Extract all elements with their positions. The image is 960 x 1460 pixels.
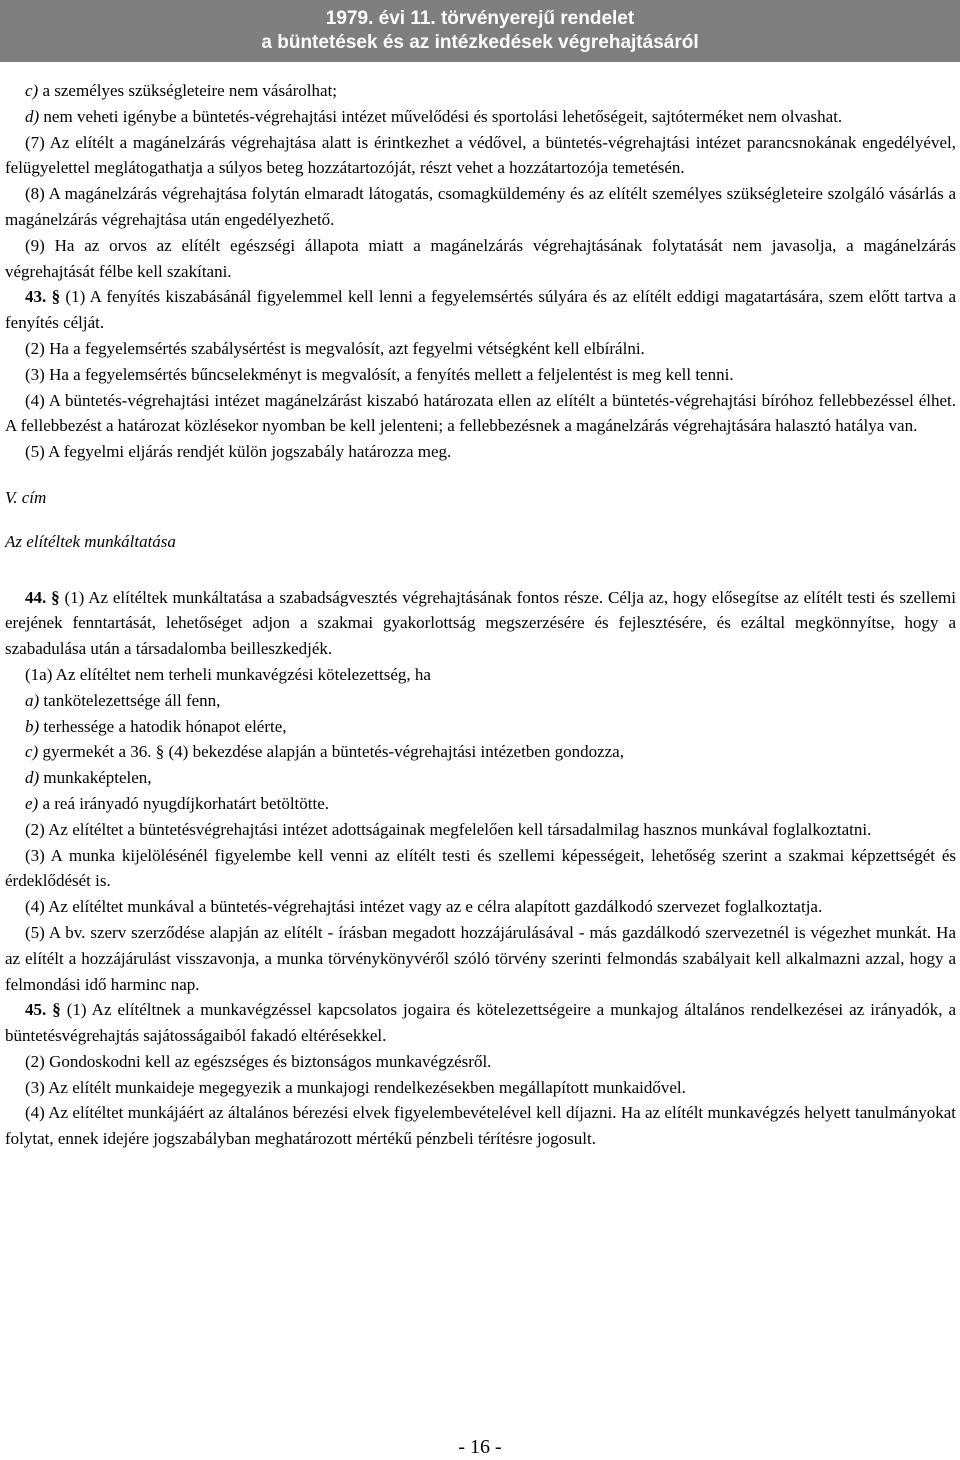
paragraph-44-5: (5) A bv. szerv szerződése alapján az elítélt - írásban megadott hozzájárulásával - más gazdálkodó szervezetnél is végezhet munkát. Ha az elítélt a hozzájárulást visszavonja, a munka törvénykönyvéről szóló törvény szerinti felmondás szabályait kell alkalmazni azzal, hogy a felmondási idő harminc nap. — [5, 922, 956, 994]
list-item-b — [5, 714, 956, 740]
list-item-d2 — [5, 765, 956, 791]
paragraph-44-4: (4) Az elítéltet munkával a büntetés-végrehajtási intézet vagy az e célra alapított gazdálkodó szervezet foglalkoztatja. — [25, 897, 823, 917]
section-sign: § — [46, 1000, 61, 1020]
spacer — [5, 465, 956, 485]
chapter-number: V. cím — [5, 487, 47, 507]
item-label: d) — [25, 768, 40, 788]
list-item-a — [5, 688, 956, 714]
section-text: (1) Az elítéltek munkáltatása a szabadságvesztés végrehajtásának fontos része. Célja az, hogy elősegítse az elítélt testi és szellemi erejének fenntartását, lehetőséget adjon a szakmai gyakorlottság megszerzésére és fejlesztésére, és ezáltal megkönnyítse, hogy a szabadulása után a társadalomba beilleszkedjék. — [5, 587, 957, 659]
paragraph-43-2: (2) Ha a fegyelemsértés szabálysértést is megvalósít, azt fegyelmi vétségként kell elbírálni. — [25, 338, 645, 358]
paragraph-9: (9) Ha az orvos az elítélt egészségi állapota miatt a magánelzárás végrehajtásának folytatását nem javasolja, a magánelzárás végrehajtását félbe kell szakítani. — [5, 235, 956, 281]
spacer — [5, 511, 956, 529]
list-item-d — [5, 104, 956, 130]
section-sign: § — [46, 587, 60, 607]
section-43 — [5, 284, 956, 336]
item-text: tankötelezettsége áll fenn, — [39, 690, 221, 710]
section-45 — [5, 997, 956, 1049]
list-item-c — [5, 78, 956, 104]
section-text: (1) A fenyítés kiszabásánál figyelemmel kell lenni a fegyelemsértés súlyára és az elítélt eddigi magatartására, szem előtt tartva a fenyítés célját. — [5, 287, 956, 333]
item-text: nem veheti igénybe a büntetés-végrehajtási intézet művelődési és sportolási lehetőségeit, sajtóterméket nem olvashat. — [39, 106, 843, 126]
item-text: a reá irányadó nyugdíjkorhatárt betöltötte. — [38, 793, 330, 813]
header-title-line2: a büntetések és az intézkedések végrehajtásáról — [261, 32, 699, 53]
paragraph-45-4: (4) Az elítéltet munkájáért az általános bérezési elvek figyelembevételével kell díjazni. Ha az elítélt munkavégzés helyett tanulmányokat folytat, ennek idejére jogszabályban meghatározott mértékű pénzbeli térítésre jogosult. — [5, 1103, 956, 1149]
list-item-c2 — [5, 739, 956, 765]
item-text: gyermekét a 36. § (4) bekezdése alapján a büntetés-végrehajtási intézetben gondozza, — [38, 742, 624, 762]
item-text: terhessége a hatodik hónapot elérte, — [39, 716, 287, 736]
item-label: d) — [25, 106, 40, 126]
section-text: (1) Az elítéltnek a munkavégzéssel kapcsolatos jogaira és kötelezettségeire a munkajog általános rendelkezései az irányadók, a büntetésvégrehajtás sajátosságaiból fakadó eltérésekkel. — [5, 1000, 957, 1046]
paragraph-8: (8) A magánelzárás végrehajtása folytán elmaradt látogatás, csomagküldemény és az elítélt személyes szükségleteire szolgáló vásárlás a magánelzárás végrehajtása után engedélyezhető. — [5, 184, 956, 229]
item-text: a személyes szükségleteire nem vásárolhat; — [38, 81, 338, 100]
page-body — [5, 78, 956, 1152]
item-label: c) — [25, 81, 39, 100]
section-number: 43. — [25, 287, 47, 307]
header-title-line1: 1979. évi 11. törvényerejű rendelet — [325, 8, 635, 29]
section-sign: § — [46, 287, 61, 307]
item-label: c) — [25, 742, 39, 762]
paragraph-45-3: (3) Az elítélt munkaideje megegyezik a munkajogi rendelkezésekben megállapított munkaidővel. — [25, 1077, 686, 1097]
section-number: 44. — [25, 587, 47, 607]
running-header — [0, 0, 960, 62]
list-item-e — [5, 791, 956, 817]
item-label: b) — [25, 716, 40, 736]
paragraph-45-2: (2) Gondoskodni kell az egészséges és biztonságos munkavégzésről. — [25, 1051, 492, 1071]
paragraph-44-3: (3) A munka kijelölésénél figyelembe kell venni az elítélt testi és szellemi képességeit, lehetőség szerint a szakmai képzettségét és érdeklődését is. — [5, 845, 956, 891]
paragraph-44-1a: (1a) Az elítéltet nem terheli munkavégzési kötelezettség, ha — [25, 664, 431, 684]
item-label: a) — [25, 690, 40, 710]
chapter-title: Az elítéltek munkáltatása — [5, 531, 176, 551]
section-44 — [5, 585, 956, 662]
section-number: 45. — [25, 1000, 47, 1020]
page-number: - 16 - — [458, 1436, 502, 1458]
paragraph-43-3: (3) Ha a fegyelemsértés bűncselekményt is megvalósít, a fenyítés mellett a feljelentést is meg kell tenni. — [25, 364, 734, 384]
paragraph-43-4: (4) A büntetés-végrehajtási intézet magánelzárást kiszabó határozata ellen az elítélt a büntetés-végrehajtási bíróhoz fellebbezéssel élhet. A fellebbezést a határozat közlésekor nyomban be kell jelenteni; a fellebbezésnek a magánelzárás végrehajtására halasztó hatálya van. — [5, 390, 956, 436]
spacer — [5, 555, 956, 585]
paragraph-7: (7) Az elítélt a magánelzárás végrehajtása alatt is érintkezhet a védővel, a büntetés-végrehajtási intézet parancsnokának engedélyével, felügyelettel meglátogathatja a súlyos beteg hozzátartozóját, részt vehet a hozzátartozója temetésén. — [5, 132, 956, 178]
item-label: e) — [25, 793, 39, 813]
paragraph-43-5: (5) A fegyelmi eljárás rendjét külön jogszabály határozza meg. — [25, 442, 452, 462]
paragraph-44-2: (2) Az elítéltet a büntetésvégrehajtási intézet adottságainak megfelelően kell társadalmilag hasznos munkával foglalkoztatni. — [25, 819, 872, 839]
item-text: munkaképtelen, — [39, 768, 152, 788]
